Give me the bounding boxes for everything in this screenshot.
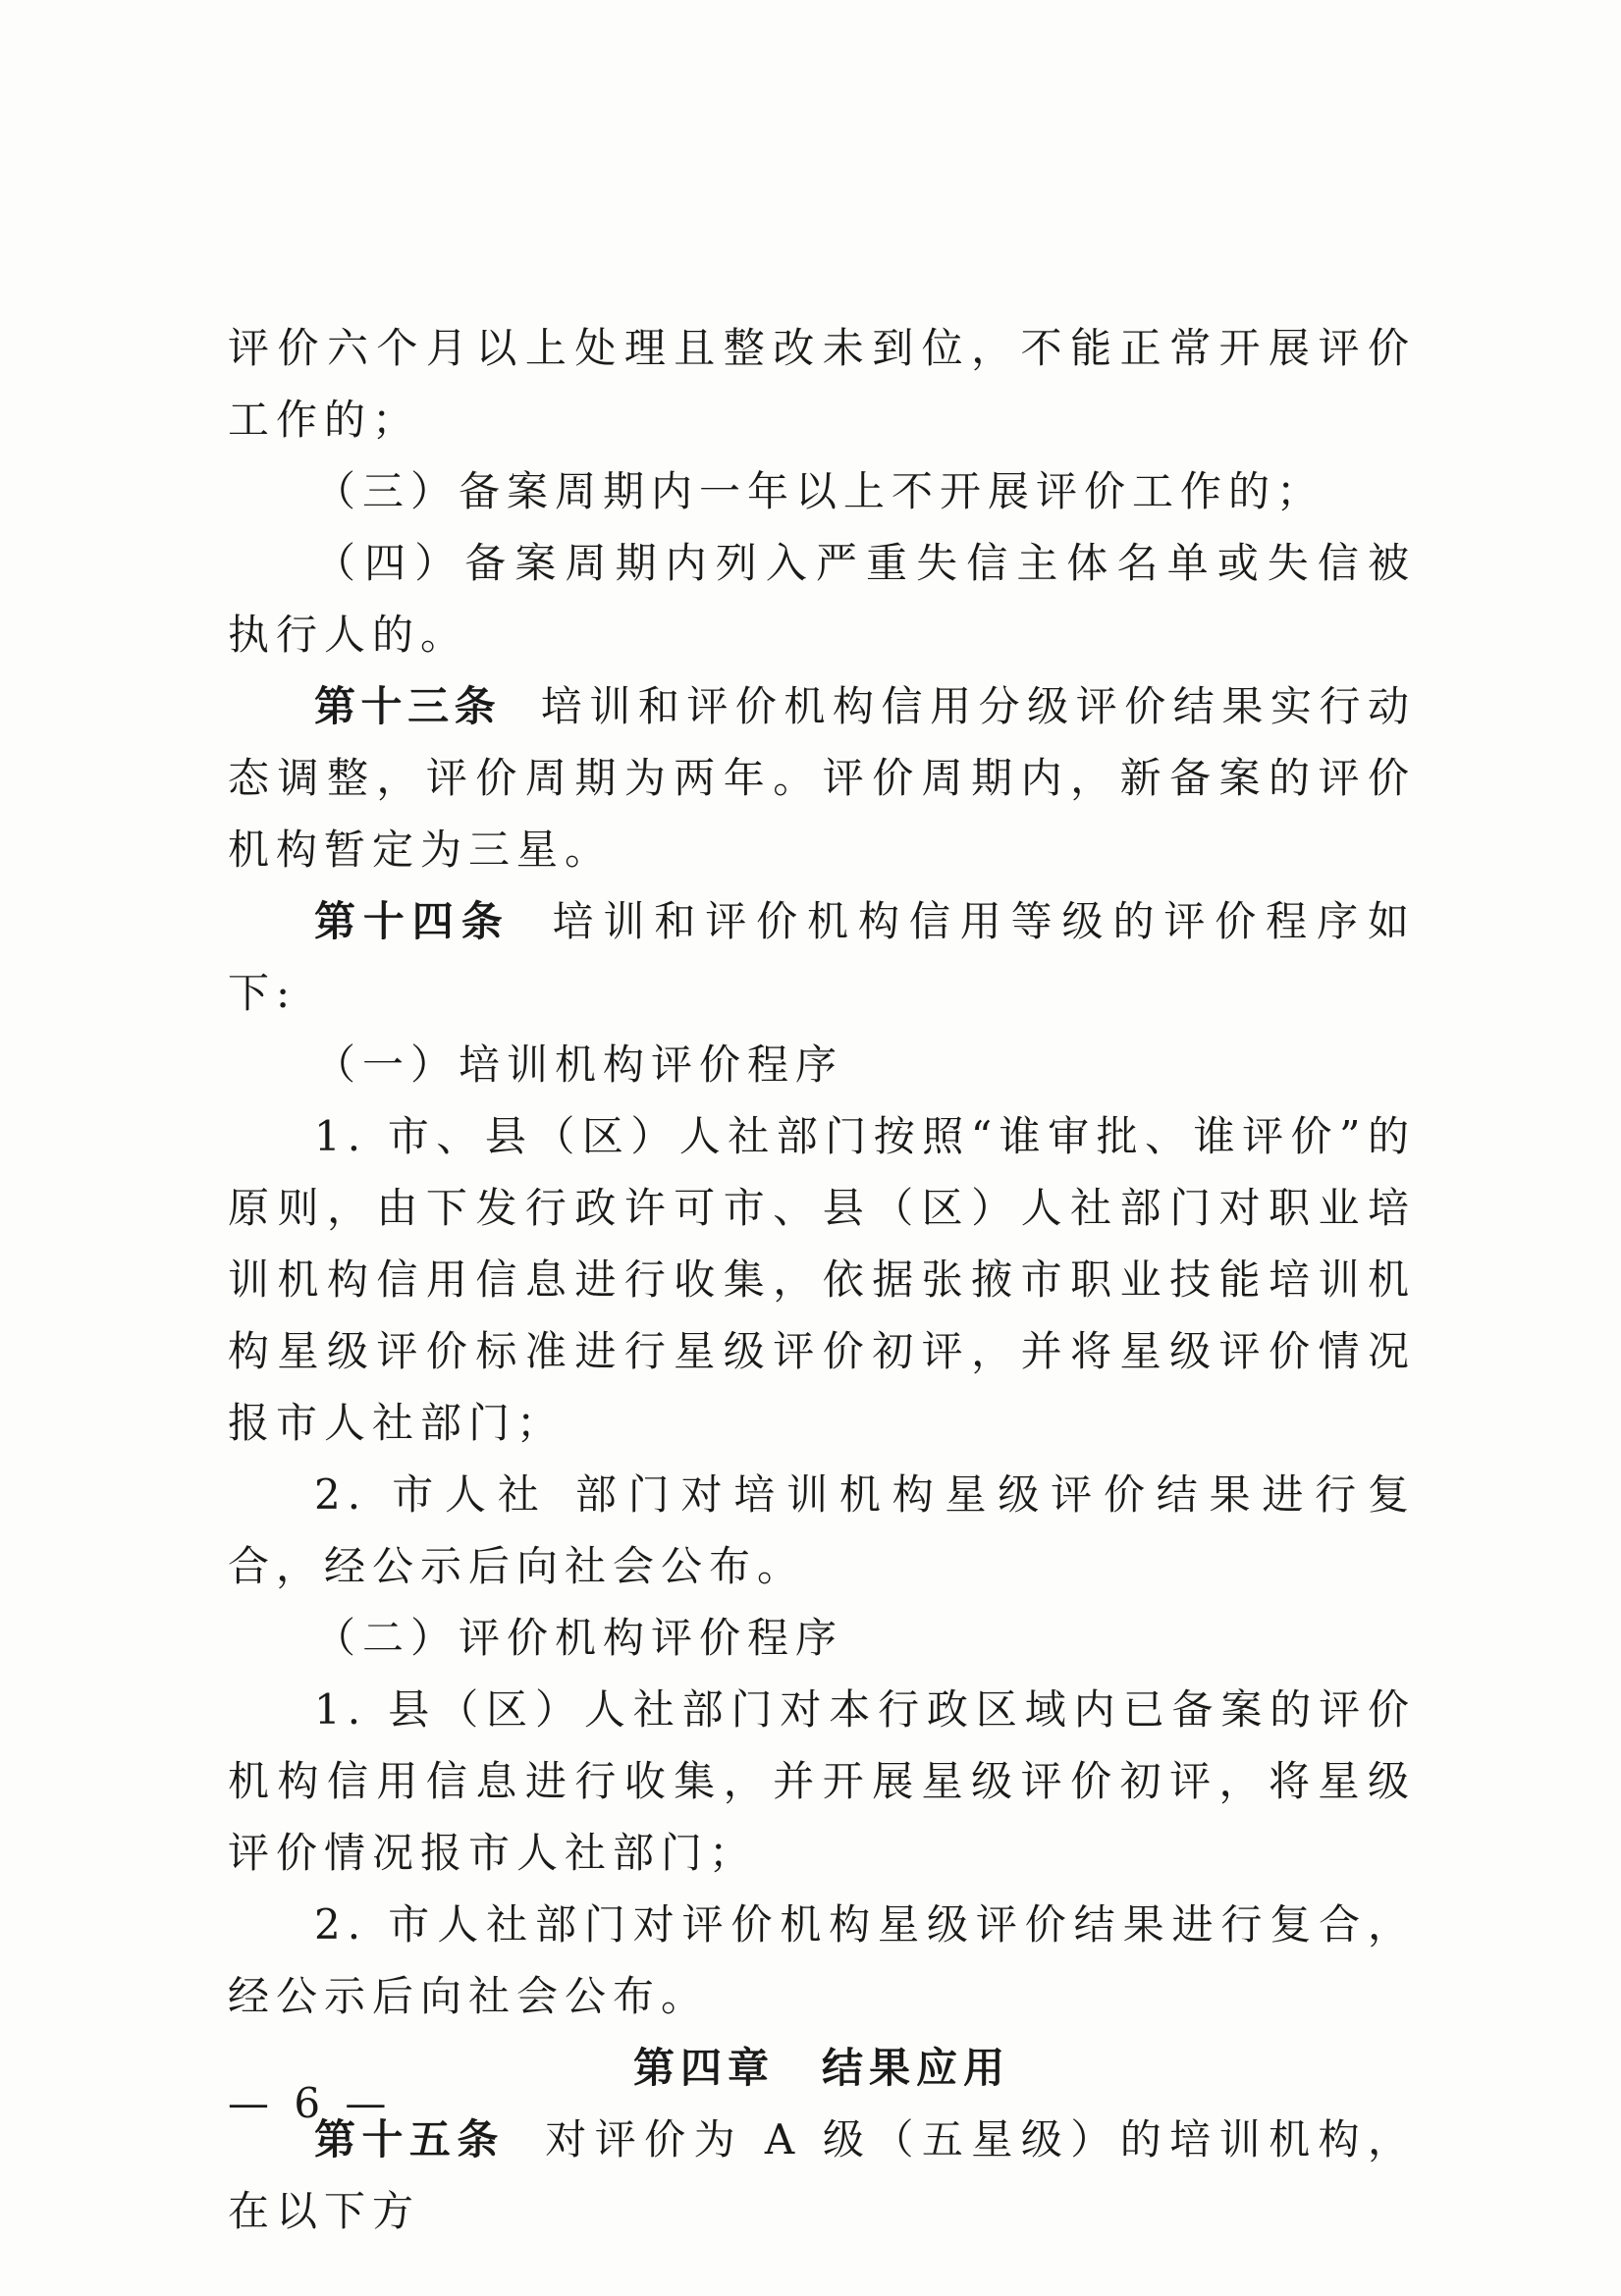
article-13-title: 第十三条 — [314, 682, 502, 730]
section-1-item-2: 2. 市人社 部门对培训机构星级评价结果进行复合，经公示后向社会公布。 — [228, 1470, 1416, 1590]
page-number: — 6 — — [228, 2079, 393, 2127]
article-13 — [228, 670, 1416, 885]
article-14 — [228, 885, 1416, 1029]
section-2-item-1: 1. 县（区）人社部门对本行政区域内已备案的评价机构信用信息进行收集，并开展星级评价初评，将星级评价情况报市人社部门； — [228, 1685, 1416, 1877]
section-2-item-2: 2. 市人社部门对评价机构星级评价结果进行复合，经公示后向社会公布。 — [228, 1900, 1416, 2020]
article-14-title: 第十四条 — [314, 897, 511, 945]
clause-four: （四）备案周期内列入严重失信主体名单或失信被执行人的。 — [228, 539, 1416, 659]
paragraph-continuation: 评价六个月以上处理且整改未到位，不能正常开展评价工作的； — [228, 324, 1416, 444]
clause-three: （三）备案周期内一年以上不开展评价工作的； — [314, 467, 1325, 515]
article-13-text: 培训和评价机构信用分级评价结果实行动态调整，评价周期为两年。评价周期内，新备案的评价机构暂定为三星。 — [228, 682, 1416, 874]
article-15 — [228, 2104, 1416, 2247]
section-1-item-1: 1. 市、县（区）人社部门按照“谁审批、谁评价”的原则，由下发行政许可市、县（区）人社部门对职业培训机构信用信息进行收集，依据张掖市职业技能培训机构星级评价标准进行星级评价初评，并将星级评价情况报市人社部门； — [228, 1112, 1416, 1447]
article-15-text: 对评价为 A 级（五星级）的培训机构，在以下方 — [228, 2115, 1416, 2235]
section-1-title: （一）培训机构评价程序 — [314, 1041, 844, 1089]
document-body — [228, 312, 1416, 2247]
article-14-text: 培训和评价机构信用等级的评价程序如下: — [228, 897, 1416, 1017]
chapter-4-heading: 第四章 结果应用 — [632, 2044, 1010, 2092]
article-15-title: 第十五条 — [314, 2115, 505, 2163]
section-2-title: （二）评价机构评价程序 — [314, 1614, 844, 1662]
